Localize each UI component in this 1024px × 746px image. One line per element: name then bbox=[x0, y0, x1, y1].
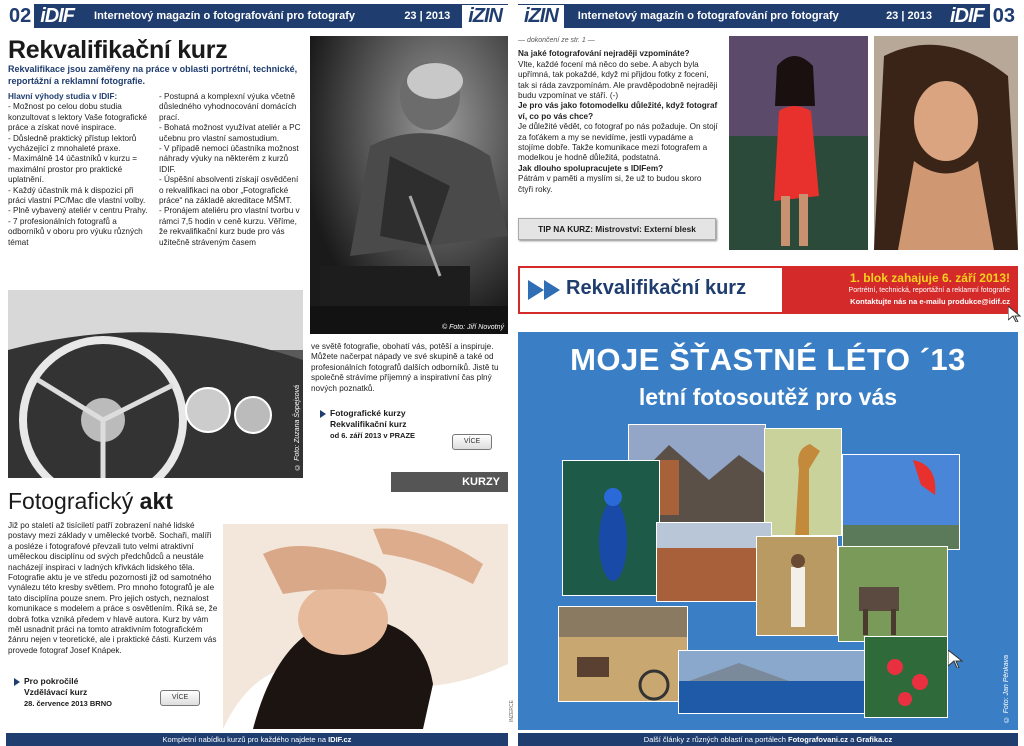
cta-line: Vzdělávací kurz bbox=[24, 687, 88, 697]
model-portrait-photo bbox=[874, 36, 1018, 250]
banner-left bbox=[520, 268, 782, 312]
article-lead: Rekvalifikace jsou zaměřeny na práce v oblasti portrétní, technické, reportážní a reklamní fotografie. bbox=[8, 64, 298, 86]
course-cta[interactable] bbox=[14, 676, 164, 709]
interview-answer: Pátrám v paměti a myslím si, že už to budou skoro čtyři roky. bbox=[518, 174, 702, 194]
model-red-dress-photo bbox=[729, 36, 868, 250]
footer-conjunction: a bbox=[850, 735, 855, 744]
double-arrow-icon bbox=[528, 280, 564, 300]
article-title bbox=[8, 488, 173, 515]
more-button[interactable]: VÍCE bbox=[160, 690, 200, 706]
article-title: Rekvalifikační kurz bbox=[8, 36, 228, 64]
banner-contact[interactable]: Kontaktujte nás na e-mailu produkce@idif.cz bbox=[850, 297, 1010, 306]
magazine-tagline: Internetový magazín o fotografování pro fotografy bbox=[94, 10, 355, 22]
rekvalifikace-banner[interactable] bbox=[518, 266, 1018, 314]
interview-answer: Vlte, každé focení má něco do sebe. A abych byla upřímná, tak pokaždé, když mi přijdou fotky z focení, tak si ráda zavzpomínám. Ale pravděpodobně nejraději budu vzpomínat ve stáří. (-) bbox=[518, 59, 718, 101]
steering-wheel-photo bbox=[8, 290, 303, 478]
list-item: - 7 profesionálních fotografů a odborníků v oboru pro výuku různých témat bbox=[8, 216, 143, 247]
tip-text: TIP NA KURZ: Mistrovství: Externí blesk bbox=[538, 224, 696, 234]
magazine-tagline: Internetový magazín o fotografování pro fotografy bbox=[577, 10, 839, 22]
photo-credit: © Foto: Josef Knápek bbox=[434, 718, 502, 725]
blacksmith-photo bbox=[310, 36, 508, 334]
photo-credit: © Foto: Zuzana Šopejsová bbox=[294, 385, 301, 470]
section-label-bar bbox=[391, 472, 508, 492]
list-item: - Důsledně praktický přístup lektorů vycházející z mnohaleté praxe. bbox=[8, 133, 137, 154]
collage-landscape-photo bbox=[656, 522, 772, 602]
banner-right bbox=[782, 268, 1016, 312]
collage-flowers-photo bbox=[864, 636, 948, 718]
issue-number: 23 | 2013 bbox=[404, 10, 451, 22]
list-item: - Možnost po celou dobu studia konzultovat s lektory Vaše fotografické práce a získat nové inspirace. bbox=[8, 102, 148, 133]
cursor-icon bbox=[948, 650, 964, 668]
izin-logo[interactable]: iZIN bbox=[462, 5, 508, 28]
arrow-icon bbox=[14, 678, 20, 686]
course-cta[interactable] bbox=[320, 408, 450, 441]
arrow-icon bbox=[320, 410, 326, 418]
article-body: Již po staletí až tisíciletí patří zobrazení nahé lidské postavy mezi základy v umělecké tvorbě. Sochaři, malíři a posléze i fotografové převzali tuto velmi atraktivní uměleckou disciplínu od svých předchůdců a neustále nacházejí inspiraci v ladných křivkách lidského těla. Fotografie aktu je ve středu pozornosti již od samotného vynálezu této kresby světlem. Pro mnoho fotografů je ale tato disciplína pouze snem. Pro jejich ostych, neznalost komunikace s modelem a práce s osvětlením. Říká se, že dobrá fotka vzniká předem v hlavě autora. Kurz by vám měl usnadnit práci na tomto atraktivním fotografickém žánru nejen v teoretické, ale i praktické části. Kurzem vás provede fotograf Josef Knápek. bbox=[8, 521, 218, 655]
interview-question: Na jaké fotografování nejraději vzpomínáte? bbox=[518, 49, 690, 59]
cta-line: 28. července 2013 BRNO bbox=[24, 699, 112, 708]
left-page-footer bbox=[6, 733, 508, 746]
section-label: KURZY bbox=[462, 476, 500, 488]
cursor-icon bbox=[1008, 306, 1022, 322]
right-page-footer bbox=[518, 733, 1018, 746]
izin-logo[interactable]: iZIN bbox=[518, 5, 564, 28]
photo-credit: © Foto: Jan Pěnkava bbox=[1003, 654, 1010, 722]
page-number: 03 bbox=[990, 4, 1018, 28]
title-light: Fotografický bbox=[8, 488, 134, 514]
idif-logo[interactable]: iDIF bbox=[34, 5, 80, 28]
article-column-1 bbox=[8, 92, 152, 248]
interview-column bbox=[518, 36, 718, 195]
interview-answer: Je důležité vědět, co fotograf po nás požaduje. On stojí za foťákem a my se nevidíme, jestli vypadáme a stojíme dobře. Takže komunikace mezi fotografem a modelkou je hodně důležitá, podstatná. bbox=[518, 122, 718, 163]
list-item: - Úspěšní absolventi získají osvědčení o rekvalifikaci na obor „Fotografické práce“ na základě akreditace MŠMT. bbox=[159, 175, 299, 206]
cta-line: od 6. září 2013 v PRAZE bbox=[330, 431, 416, 440]
photo-contest-ad[interactable] bbox=[518, 332, 1018, 730]
list-item: - Postupná a komplexní výuka včetně důsledného vyhodnocování domácích prací. bbox=[159, 92, 297, 122]
collage-giraffe-photo bbox=[764, 428, 842, 536]
right-page-header bbox=[518, 4, 1018, 28]
footer-link[interactable]: Grafika.cz bbox=[856, 735, 893, 744]
list-item: - V případě nemoci účastníka možnost náhrady výuky na některém z kurzů IDIF. bbox=[159, 144, 299, 174]
list-item: - Maximálně 14 účastníků v kurzu = maximální prostor pro praktické uplatnění. bbox=[8, 154, 138, 185]
footer-link[interactable]: Fotografovani.cz bbox=[788, 735, 849, 744]
collage-man-photo bbox=[756, 536, 838, 636]
footer-text: Kompletní nabídku kurzů pro každého najdete na bbox=[162, 735, 326, 744]
inzerce-label: INZERCE bbox=[509, 700, 515, 722]
cta-line: Fotografické kurzy bbox=[330, 408, 406, 418]
more-button[interactable]: VÍCE bbox=[452, 434, 492, 450]
left-page-header bbox=[6, 4, 508, 28]
footer-link[interactable]: IDIF.cz bbox=[328, 735, 352, 744]
interview-question: Je pro vás jako fotomodelku důležité, když fotograf ví, co po vás chce? bbox=[518, 101, 718, 121]
photo-credit: © Foto: Jiří Novotný bbox=[442, 324, 504, 331]
page-number: 02 bbox=[6, 4, 34, 28]
banner-subtitle: Portrétní, technická, reportážní a reklamní fotografie bbox=[848, 287, 1010, 294]
collage-peacock-photo bbox=[562, 460, 660, 596]
idif-logo[interactable]: iDIF bbox=[944, 5, 990, 28]
cta-line: Pro pokročilé bbox=[24, 676, 79, 686]
list-item: - Pronájem ateliéru pro vlastní tvorbu v rámci 7,5 hodin v ceně kurzu. Věříme, že rekvalifikační kurz bude pro vás užitečně stráveným časem bbox=[159, 206, 300, 247]
interview-question: Jak dlouho spolupracujete s IDIFem? bbox=[518, 163, 664, 173]
list-item: - Každý účastník má k dispozici při práci vlastní PC/Mac dle vlastní volby. bbox=[8, 185, 146, 206]
cta-line: Rekvalifikační kurz bbox=[330, 419, 407, 429]
collage-paraglider-photo bbox=[842, 454, 960, 550]
list-item: - Plně vybavený ateliér v centru Prahy. bbox=[8, 206, 148, 216]
continued-note: — dokončení ze str. 1 — bbox=[518, 37, 595, 44]
advantages-heading: Hlavní výhody studia v IDIF: bbox=[8, 92, 118, 101]
footer-text: Další články z různých oblastí na portálech bbox=[643, 735, 786, 744]
collage-cart-photo bbox=[558, 606, 688, 702]
list-item: - Bohatá možnost využívat ateliér a PC učebnu pro vlastní samostudium. bbox=[159, 123, 301, 143]
contest-subtitle: letní fotosoutěž pro vás bbox=[638, 384, 898, 410]
article-column-2 bbox=[159, 92, 303, 248]
article-column-3: ve světě fotografie, obohatí vás, potěší a inspiruje. Můžete načerpat nápady ve své skupině a také od profesionálních fotografů dalších odborníků. Jistě tu společně strávíme příjemný a inspirativní čas plný nových poznatků. bbox=[311, 342, 499, 393]
banner-date: 1. blok zahajuje 6. září 2013! bbox=[849, 271, 1010, 285]
title-bold: akt bbox=[139, 488, 173, 514]
issue-number: 23 | 2013 bbox=[886, 10, 932, 22]
tip-box[interactable] bbox=[518, 218, 716, 240]
collage-coast-photo bbox=[678, 650, 868, 714]
banner-title: Rekvalifikační kurz bbox=[566, 277, 747, 299]
nude-portrait-photo bbox=[223, 524, 508, 729]
collage-donkey-photo bbox=[838, 546, 948, 642]
contest-title: MOJE ŠŤASTNÉ LÉTO ´13 bbox=[570, 342, 966, 377]
